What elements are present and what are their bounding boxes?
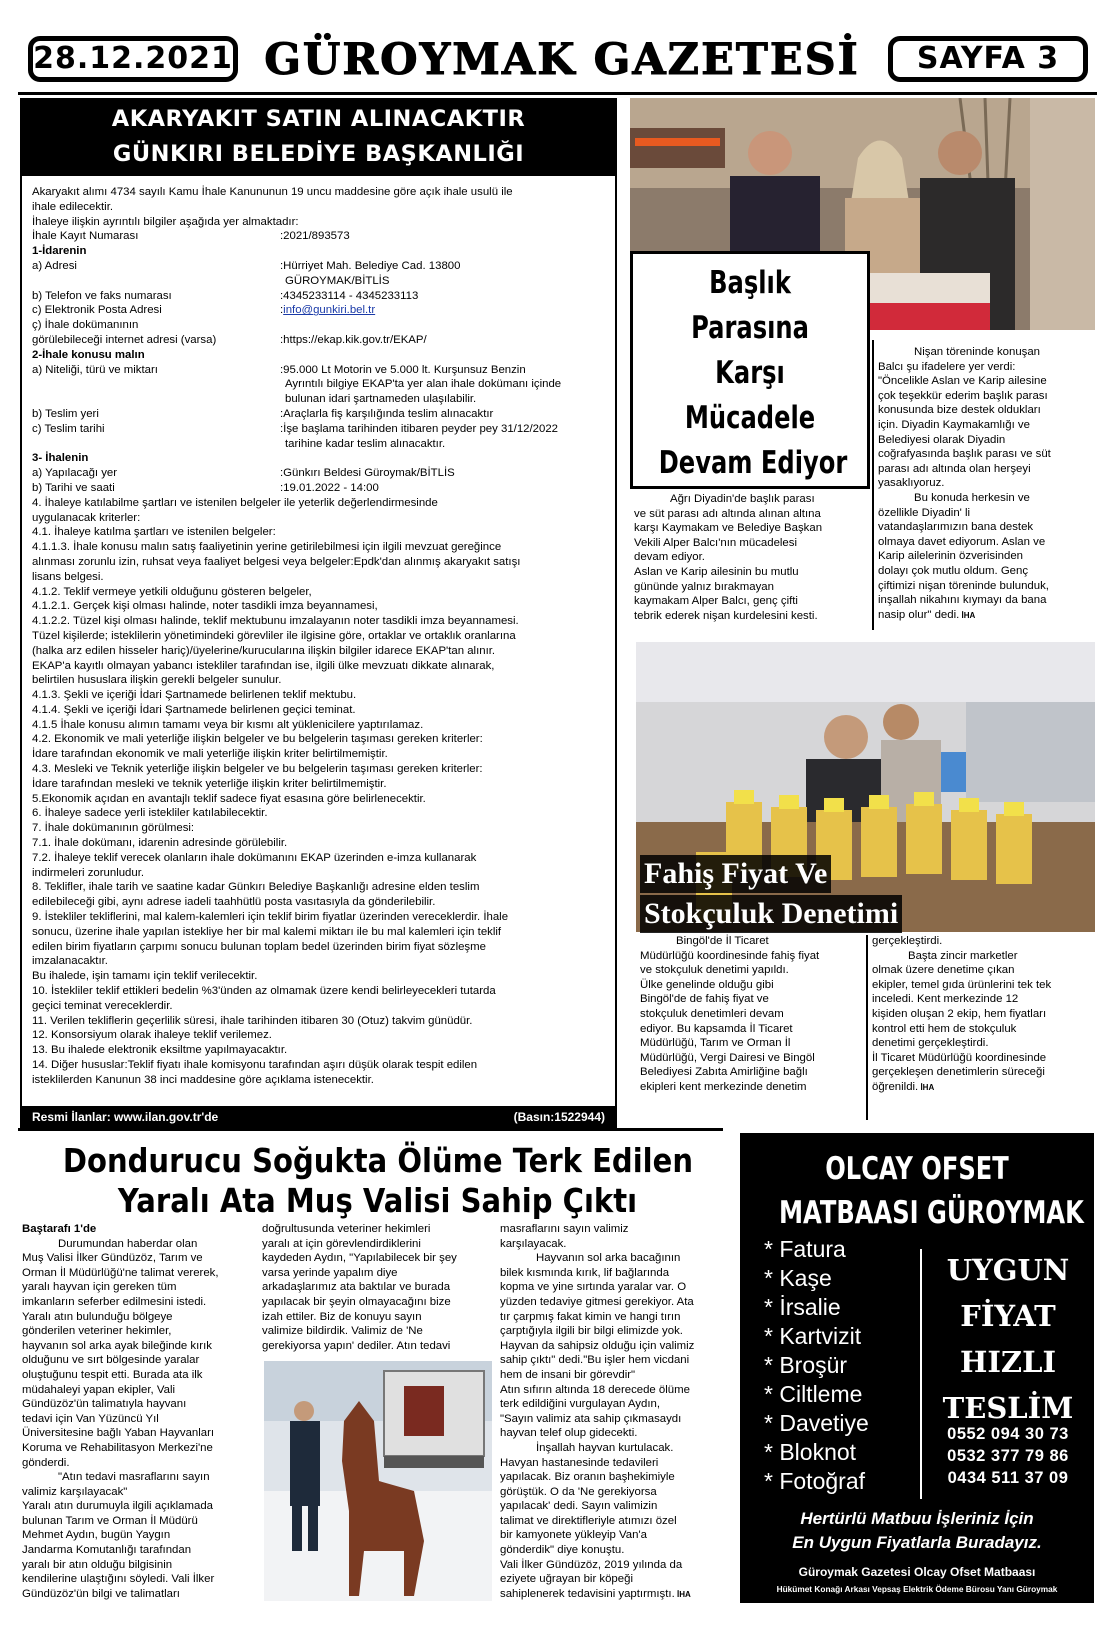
article-line: kontrol etti hem de stokçuluk	[872, 1022, 1017, 1035]
headline-line: Devam Ediyor	[658, 445, 848, 481]
article-line: olmaya davet ediyorum. Aslan ve	[878, 535, 1046, 548]
ad-promise-word: HIZLI	[959, 1345, 1057, 1379]
article-line: valimize bildirdik. Valimiz de 'Ne	[262, 1325, 423, 1338]
ad-title: OLCAY OFSET MATBAASI GÜROYMAK	[778, 1151, 1084, 1231]
tender-line: Tüzel kişilerde; isteklilerin yönetimindeki görevliler ile ilgisine göre, ortaklar ve ortaklık oranlarına	[32, 629, 516, 642]
article-line: ediyor. Bu kapsamda İl Ticaret	[640, 1022, 793, 1035]
ad-promise-word: UYGUN	[946, 1253, 1070, 1287]
ad-service-item: * İrsalie	[764, 1293, 869, 1322]
article-line: kendilerine ulaştığını söyledi. Vali İlker	[22, 1573, 215, 1586]
article-line: Havyan hastanesinde tedavileri	[500, 1456, 659, 1469]
engagement-left-text	[634, 492, 870, 623]
article-line: Karip ailelerinin özverisinden	[878, 550, 1023, 563]
headline-box	[630, 251, 870, 489]
headline-line: Parasına	[691, 310, 809, 346]
article-line: ve süt parası adı altında alınan altına	[634, 507, 821, 520]
masthead	[28, 30, 1088, 94]
tender-title: AKARYAKIT SATIN ALINACAKTIR	[111, 106, 526, 132]
article-line: sahiplenerek tedavisini yaptırmıştı. İHA	[500, 1587, 691, 1600]
tender-line: Bu ihalede, işin tamamı için teklif verilecektir.	[32, 970, 258, 983]
ad-divider	[920, 1249, 922, 1499]
tender-line: sonucu, üzerine ihale yapılan istekliye her bir mal kalemi miktarı ile bu mal kalemleri için teklif	[32, 925, 502, 938]
tender-line: 4.1.2. Teklif vermeye yetkili olduğunu gösteren belgeler,	[32, 585, 312, 598]
tender-line: edilen birim fiyatların çarpımı sonucu bulunan toplam bedel üzerinden birim fiyat sözleşme	[32, 940, 486, 953]
tender-line: 4.1.5 İhale konusu alımın tamamı veya bir kısmı alt yüklenicilere yaptırılamaz.	[32, 718, 424, 731]
page-number: SAYFA 3	[888, 36, 1088, 82]
article-line: parası adı altında olan herşeyi	[878, 462, 1031, 475]
article-line: hayvan telef olup gidecekti.	[500, 1427, 638, 1440]
article-line: gerekiyorsa yapın' dediler. Atın tedavi	[262, 1339, 451, 1352]
ad-phones	[928, 1423, 1088, 1489]
article-line: çarptığıyla ilgili bir bilgi elimizde yok.	[500, 1325, 683, 1338]
tender-line: İdare tarafından mesleki ve teknik yeterliğe ilişkin kriter belirtilmemiştir.	[32, 777, 387, 790]
agency-credit: İHA	[674, 1589, 691, 1599]
headline-line: Başlık	[709, 265, 791, 301]
newspaper-title: GÜROYMAK GAZETESİ	[264, 35, 860, 85]
article-line: Orman İl Müdürlüğü'ne talimat vererek,	[22, 1266, 219, 1279]
article-line: görüştük. O da 'Ne gerekiyorsa	[500, 1485, 657, 1498]
article-line: Durumundan haberdar olan	[58, 1237, 198, 1250]
article-line: Bu konuda herkesin ve	[914, 491, 1030, 504]
tender-field: GÜROYMAK/BİTLİS	[285, 274, 390, 287]
tender-field: b) Teslim yeri :Araçlarla fiş karşılığında teslim alınacaktır	[32, 407, 494, 420]
tender-field: c) Elektronik Posta Adresi :info@gunkiri.bel.tr	[32, 304, 376, 317]
article-line: ve stokçuluk denetimi yapıldı.	[640, 964, 789, 977]
article-line: Hayvan da sahipsiz olduğu için valimiz	[500, 1339, 695, 1352]
ad-phone-number[interactable]: 0532 377 79 86	[947, 1447, 1069, 1465]
tender-line: 5.Ekonomik açıdan en avantajlı teklif sadece fiyat esasına göre belirlenecektir.	[32, 792, 426, 805]
tender-line: 4.3. Mesleki ve Teknik yeterliğe ilişkin belgeler ve bu belgelerin taşıması gereken kriterler:	[32, 763, 483, 776]
inspection-headline: Fahiş Fiyat Ve Stokçuluk Denetimi	[640, 855, 960, 935]
article-line: oluştuğunu tespit etti. Burada ata ilk	[22, 1368, 203, 1381]
article-line: terk edildiğini vurgulayan Aydın,	[500, 1398, 660, 1411]
article-line: çok teşekkür ederim başlık parası	[878, 389, 1048, 402]
tender-field: bulunan idari şartnameden ulaşılabilir.	[285, 393, 477, 406]
issue-date: 28.12.2021	[28, 36, 238, 82]
article-line: inşallah nikahını kıymayı da bana	[878, 594, 1047, 607]
article-line: hem de insani bir görevdir"	[500, 1368, 636, 1381]
article-line: olmak üzere denetime çıkan	[872, 964, 1015, 977]
ad-promise	[928, 1247, 1088, 1431]
article-line: Gündüzöz'ün bilgi ve talimatları	[22, 1587, 180, 1600]
ad-service-item: * Fotoğraf	[764, 1467, 869, 1496]
article-line: yaralı at için görevlendirdiklerini	[262, 1237, 421, 1250]
official-ads-link[interactable]: Resmi İlanlar: www.ilan.gov.tr'de	[32, 1110, 219, 1124]
article-line: karşı Kaymakam ve Belediye Başkan	[634, 522, 823, 535]
article-line: arkadaşlarımız ata baktılar ve burada	[262, 1281, 451, 1294]
print-shop-ad	[740, 1133, 1094, 1603]
tender-field: görülebileceği internet adresi (varsa) :https://ekap.kik.gov.tr/EKAP/	[32, 333, 427, 346]
ad-service-item: * Kaşe	[764, 1264, 869, 1293]
engagement-headline	[658, 254, 848, 486]
article-line: Müdürlüğü, Vergi Dairesi ve Bingöl	[640, 1051, 815, 1064]
tender-line: 4.1.1.3. İhale konusu malın satış faaliyetinin yerine getirilebilmesi için ilgili mevzuat gereğince	[32, 541, 502, 554]
article-line: Mehmet Aydın, bugün Yaygın	[22, 1529, 171, 1542]
tender-line: uygulanacak kriterler:	[32, 511, 141, 524]
article-line: Ağrı Diyadin'de başlık parası	[670, 493, 815, 505]
agency-credit: İHA	[959, 610, 976, 620]
tender-intro: ihale edilecektir.	[32, 200, 114, 213]
ad-service-item: * Broşür	[764, 1351, 869, 1380]
engagement-right-text	[878, 345, 1094, 623]
article-line: Bingöl'de İl Ticaret	[676, 935, 769, 947]
tender-field: İhale Kayıt Numarası :2021/893573	[32, 230, 350, 243]
article-line: Hayvanın sol arka bacağının	[536, 1252, 681, 1265]
article-line: denetimi gerçekleştirdi.	[872, 1037, 989, 1050]
horse-col-2	[262, 1222, 494, 1353]
ad-service-item: * Fatura	[764, 1235, 869, 1264]
article-line: sahip çıktı" dedi."Bu işler hem vicdani	[500, 1354, 690, 1367]
article-line: inceledi. Kent merkezinde 12	[872, 993, 1019, 1006]
ad-promise-word: FİYAT	[960, 1299, 1056, 1333]
tender-section: 3- İhalenin	[32, 452, 89, 465]
article-line: tedavi için Van Yüzüncü Yıl	[22, 1412, 159, 1425]
article-line: özellikle Diyadin' li	[878, 506, 971, 519]
ad-phone-number[interactable]: 0434 511 37 09	[947, 1469, 1069, 1487]
article-line: bulunan Tarım ve Orman İl Müdürü	[22, 1514, 198, 1527]
tender-line: alınması zorunlu izin, ruhsat veya faaliyet belgesi veya belgeler:Epdk'dan alınmış akaryakıt satışı	[32, 555, 521, 568]
article-line: gününde yalnız bırakmayan	[634, 580, 774, 593]
tender-conditions	[32, 496, 605, 1088]
article-line: nasip olur" dedi. İHA	[878, 608, 976, 621]
tender-field: ç) İhale dokümanının	[32, 319, 139, 332]
tender-line: 4.1.3. Şekli ve içeriği İdari Şartnamede belirlenen teklif mektubu.	[32, 689, 357, 702]
ad-address: Hükümet Konağı Arkası Vepsaş Elektrik Ödeme Bürosu Yanı Güroymak	[776, 1584, 1058, 1594]
article-line: varsa yerinde yapalım diye	[262, 1266, 398, 1279]
article-line: tebrik ederek nişan kurdelesini kesti.	[634, 609, 818, 622]
inspection-right-text	[872, 934, 1094, 1096]
article-line: doğrultusunda veteriner hekimleri	[262, 1223, 431, 1235]
article-line: "Öncelikle Aslan ve Karip ailesine	[878, 375, 1047, 388]
ad-promise-word: TESLİM	[942, 1391, 1074, 1425]
article-line: ekipler, temel gıda ürünlerini tek tek	[872, 978, 1052, 991]
article-line: Üniversitesine bağlı Yaban Hayvanları	[22, 1427, 215, 1440]
article-line: İnşallah hayvan kurtulacak.	[536, 1441, 674, 1454]
article-line: stokçuluk denetimleri devam	[640, 1007, 784, 1020]
article-line: Belediyesi olarak Diyadin	[878, 433, 1006, 446]
ad-phone-number[interactable]: 0552 094 30 73	[947, 1425, 1069, 1443]
agency-credit: İHA	[918, 1082, 935, 1092]
article-line: vatandaşlarımızın bana destek	[878, 521, 1034, 534]
tender-field: a) Yapılacağı yer :Günkırı Beldesi Güroymak/BİTLİS	[32, 467, 455, 480]
tender-header	[22, 100, 615, 176]
article-line: yapılacak. Biz oranın başhekimiyle	[500, 1471, 675, 1484]
tender-field: Ayrıntılı bilgiye EKAP'ta yer alan ihale dokümanı içinde	[285, 378, 562, 391]
tender-line: 4. İhaleye katılabilme şartları ve istenilen belgeler ile yeterlik değerlendirmesinde	[32, 496, 438, 509]
tender-field: tarihine kadar teslim alınacaktır.	[285, 437, 446, 450]
article-line: Atın sıfırın altında 18 derecede ölüme	[500, 1383, 690, 1396]
article-line: Balcı şu ifadelere yer verdi:	[878, 360, 1016, 373]
tender-body	[22, 176, 615, 1088]
column-divider	[866, 935, 868, 1120]
article-line: Baştarafı 1'de	[22, 1223, 97, 1235]
article-line: İl Ticaret Müdürlüğü koordinesinde	[872, 1051, 1047, 1064]
ad-services-list	[764, 1235, 869, 1496]
tender-line: 4.1.2.2. Tüzel kişi olması halinde, teklif mektubunu imzalayanın noter tasdikli imza beyannamesi.	[32, 615, 519, 628]
article-line: öğrenildi. İHA	[872, 1080, 935, 1093]
ad-service-item: * Kartvizit	[764, 1322, 869, 1351]
inspection-left-text	[640, 934, 862, 1095]
article-line: için. Diyadin Kaymakamlığı ve	[878, 418, 1030, 431]
tender-line: 9. İstekliler tekliflerini, mal kalem-kalemleri için teklif birim fiyatlar üzerinden vereceklerdir. İhale	[32, 911, 509, 924]
article-line: Yaralı atın durumuyla ilgili açıklamada	[22, 1500, 213, 1513]
column-divider	[872, 340, 874, 630]
article-line: Koruma ve Rehabilitasyon Merkezi'ne	[22, 1441, 213, 1454]
article-line: Başta zincir marketler	[908, 949, 1018, 962]
tender-line: 4.1.4. Şekli ve içeriği İdari Şartnamede belirlenen geçici teminat.	[32, 703, 356, 716]
horse-col-3	[500, 1222, 736, 1602]
tender-intro: Akaryakıt alımı 4734 sayılı Kamu İhale Kanununun 19 uncu maddesine göre açık ihale usulü ile	[32, 186, 513, 198]
article-line: kaymakam Alper Balcı, genç çifti	[634, 595, 798, 608]
tender-footer	[22, 1106, 615, 1128]
article-line: gönderilen veteriner hekimler,	[22, 1325, 172, 1338]
article-line: gerçekleşen denetimlerin süreceği	[872, 1066, 1045, 1079]
article-line: yaralı hayvan için gereken tüm	[22, 1281, 177, 1294]
section-rule	[18, 1128, 723, 1131]
article-line: Müdürlüğü koordinesinde fahiş fiyat	[640, 949, 820, 962]
tender-line: 14. Diğer hususlar:Teklif fiyatı ihale komisyonu tarafından aşırı düşük olarak tespit edilen	[32, 1059, 478, 1072]
article-line: Nişan töreninde konuşan	[914, 346, 1041, 358]
article-line: Muş Valisi İlker Gündüzöz, Tarım ve	[22, 1252, 203, 1265]
article-line: Yaralı atın bulunduğu bölgeye	[22, 1310, 173, 1323]
email-link[interactable]: info@gunkiri.bel.tr	[283, 304, 376, 317]
tender-line: 6. İhaleye sadece yerli istekliler katılabilecektir.	[32, 807, 268, 820]
article-line: gönderdi.	[22, 1456, 70, 1469]
tender-line: 8. Teklifler, ihale tarih ve saatine kadar Günkırı Belediye Başkanlığı adresine elden teslim	[32, 881, 480, 894]
tender-line: 7. İhale dokümanının görülmesi:	[32, 822, 195, 835]
article-line: Müdürlüğü, Tarım ve Orman İl	[640, 1037, 791, 1050]
article-line: çiftimizi nişan töreninde bulunduk,	[878, 579, 1049, 592]
horse-headline: Dondurucu Soğukta Ölüme Terk Edilen Yaralı Ata Muş Valisi Sahip Çıktı	[62, 1141, 693, 1220]
tender-field: a) Adresi :Hürriyet Mah. Belediye Cad. 13800	[32, 259, 461, 272]
article-line: gerçekleştirdi.	[872, 935, 943, 947]
article-line: olduğunu ve sırt bölgesinde yaralar	[22, 1354, 200, 1367]
tender-authority: GÜNKIRI BELEDİYE BAŞKANLIĞI	[112, 141, 525, 167]
article-line: coğrafyasında başlık parası ve süt	[878, 448, 1051, 461]
tender-line: 4.1. İhaleye katılma şartları ve istenilen belgeler:	[32, 526, 276, 539]
horse-photo	[264, 1361, 492, 1601]
article-line: Bingöl'de de fahiş fiyat ve	[640, 993, 769, 1006]
ad-company-name: Güroymak Gazetesi Olcay Ofset Matbaası	[798, 1565, 1036, 1579]
tender-line: isteklilerden Kanunun 38 inci maddesine göre açıklama istenecektir.	[32, 1073, 374, 1086]
article-line: talimat ve direktifleriyle atımızı özel	[500, 1514, 677, 1527]
tender-notice	[20, 98, 617, 1130]
article-line: Vekili Alper Balcı'nın mücadelesi	[634, 536, 797, 549]
article-line: "Atın tedavi masraflarını sayın	[58, 1471, 210, 1484]
article-line: izah ettiler. Biz de konuyu sayın	[262, 1310, 422, 1323]
tender-line: 13. Bu ihalede elektronik eksiltme yapılmayacaktır.	[32, 1044, 288, 1057]
tender-line: 12. Konsorsiyum olarak ihaleye teklif verilemez.	[32, 1029, 272, 1042]
tender-line: indirmeleri zorunludur.	[32, 866, 145, 879]
article-line: imkanların seferber edilmesini istedi.	[22, 1295, 207, 1308]
article-line: yüzden tedaviye gitmesi gerekiyor. Ata	[500, 1295, 694, 1308]
article-line: devam ediyor.	[634, 551, 705, 564]
article-line: Vali İlker Gündüzöz, 2019 yılında da	[500, 1558, 683, 1571]
article-line: konusunda bize destek oldukları	[878, 404, 1041, 417]
tender-field: b) Tarihi ve saati :19.01.2022 - 14:00	[32, 481, 379, 494]
article-line: valimiz karşılayacak"	[22, 1485, 128, 1498]
article-line: Ülke genelinde olduğu gibi	[640, 978, 774, 991]
tender-line: 4.1.2.1. Gerçek kişi olması halinde, noter tasdikli imza beyannamesi,	[32, 600, 378, 613]
ad-service-item: * Ciltleme	[764, 1380, 869, 1409]
tender-intro: İhaleye ilişkin ayrıntılı bilgiler aşağıda yer almaktadır:	[32, 215, 299, 228]
article-line: ekipleri kent merkezinde denetim	[640, 1080, 807, 1093]
tender-line: geçici teminat vereceklerdir.	[32, 999, 173, 1012]
tender-line: 10. İstekliler teklif ettikleri bedelin %3'ünden az olmamak üzere kendi belirleyecekleri tutarda	[32, 985, 496, 998]
tender-line: İdare tarafından ekonomik ve mali yeterliğe ilişkin kriter belirtilmemiştir.	[32, 748, 388, 761]
article-line: dolayı çok mutlu oldum. Genç	[878, 564, 1029, 577]
article-line: bilek kısmında kırık, lif bağlarında	[500, 1266, 670, 1279]
tender-line: EKAP'a kayıtlı olmayan yabancı istekliler tarafından ise, ilgili ülke mevzuatı dikkate alınarak,	[32, 659, 495, 672]
article-line: müdahaleyi yapan ekipler, Vali	[22, 1383, 176, 1396]
article-line: bir kamyonete yükleyip Van'a	[500, 1529, 647, 1542]
headline-line: Mücadele	[684, 400, 816, 436]
tender-line: edilebileceği gibi, aynı adrese iadeli taahhütlü posta vasıtasıyla da gönderilebilir.	[32, 896, 436, 909]
tender-line: belirtilen hususlara ilişkin gerekli belgeler sunulur.	[32, 674, 282, 687]
tender-field: b) Telefon ve faks numarası :4345233114 - 4345233113	[32, 289, 419, 302]
article-line: "Sayın valimiz ata sahip çıkmasaydı	[500, 1412, 682, 1425]
tender-line: imzalanacaktır.	[32, 955, 108, 968]
article-line: kaydeden Aydın, "Yapılabilecek bir şey	[262, 1252, 457, 1265]
tender-line: 11. Verilen tekliflerin geçerlilik süresi, ihale tarihinden itibaren 30 (Otuz) takvim günüdür.	[32, 1014, 473, 1027]
tender-line: 4.2. Ekonomik ve mali yeterliğe ilişkin belgeler ve bu belgelerin taşıması gereken kriterler:	[32, 733, 483, 746]
ad-service-item: * Davetiye	[764, 1409, 869, 1438]
tender-line: 7.2. İhaleye teklif verecek olanların ihale dokümanını EKAP üzerinden e-imza kullanarak	[32, 851, 477, 864]
tender-section: 2-İhale konusu malın	[32, 348, 145, 361]
article-line: Gündüzöz'ün talimatıyla hayvanı	[22, 1398, 187, 1411]
article-line: Aslan ve Karip ailesinin bu mutlu	[634, 565, 799, 578]
article-line: Jandarma Komutanlığı tarafından	[22, 1544, 192, 1557]
horse-col-1	[22, 1222, 256, 1601]
ad-slogan: Hertürlü Matbuu İşleriniz İçin En Uygun Fiyatlarla Buradayız.	[792, 1509, 1042, 1552]
headline-line: Karşı	[715, 355, 785, 391]
article-line: yapılacak' dedi. Sayın valimizin	[500, 1500, 658, 1513]
tender-line: (halka arz edilen hisseler hariç)/üyelerine/kurucularına ilişkin bilgiler idarece EKAP'tan alınır.	[32, 644, 496, 657]
masthead-rule	[18, 92, 1097, 95]
press-code: (Basın:1522944)	[513, 1110, 605, 1124]
article-line: kopma ve yine sırtında yaralar var. O	[500, 1281, 687, 1294]
article-line: Belediyesi Zabıta Amirliğine bağlı	[640, 1066, 808, 1079]
article-line: eziyete uğrayan bir köpeği	[500, 1573, 633, 1586]
ad-service-item: * Bloknot	[764, 1438, 869, 1467]
tender-line: 7.1. İhale dokümanı, idarenin adresinde görülebilir.	[32, 837, 288, 850]
article-line: hayvanın sol arka ayak bileğinde kırık	[22, 1339, 212, 1352]
article-line: yasaklıyoruz.	[878, 477, 945, 490]
article-line: yapılacak bir şeyin olmayacağını bize	[262, 1295, 451, 1308]
tender-field: a) Niteliği, türü ve miktarı :95.000 Lt Motorin ve 5.000 lt. Kurşunsuz Benzin	[32, 363, 526, 376]
article-line: kişiden oluşan 2 ekip, hem fiyatları	[872, 1007, 1047, 1020]
article-line: yaralı bir atın olduğu bilgisinin	[22, 1558, 173, 1571]
tender-line: lisans belgesi.	[32, 570, 104, 583]
tender-field: c) Teslim tarihi :İşe başlama tarihinden itibaren peyder pey 31/12/2022	[32, 422, 558, 435]
article-line: masraflarını sayın valimiz	[500, 1223, 629, 1235]
article-line: gönderdik" diye konuştu.	[500, 1544, 625, 1557]
article-line: tır çarpmış fakat kimin ve hangi tırın	[500, 1310, 681, 1323]
article-line: karşılayacak.	[500, 1237, 567, 1250]
tender-section: 1-İdarenin	[32, 245, 87, 258]
